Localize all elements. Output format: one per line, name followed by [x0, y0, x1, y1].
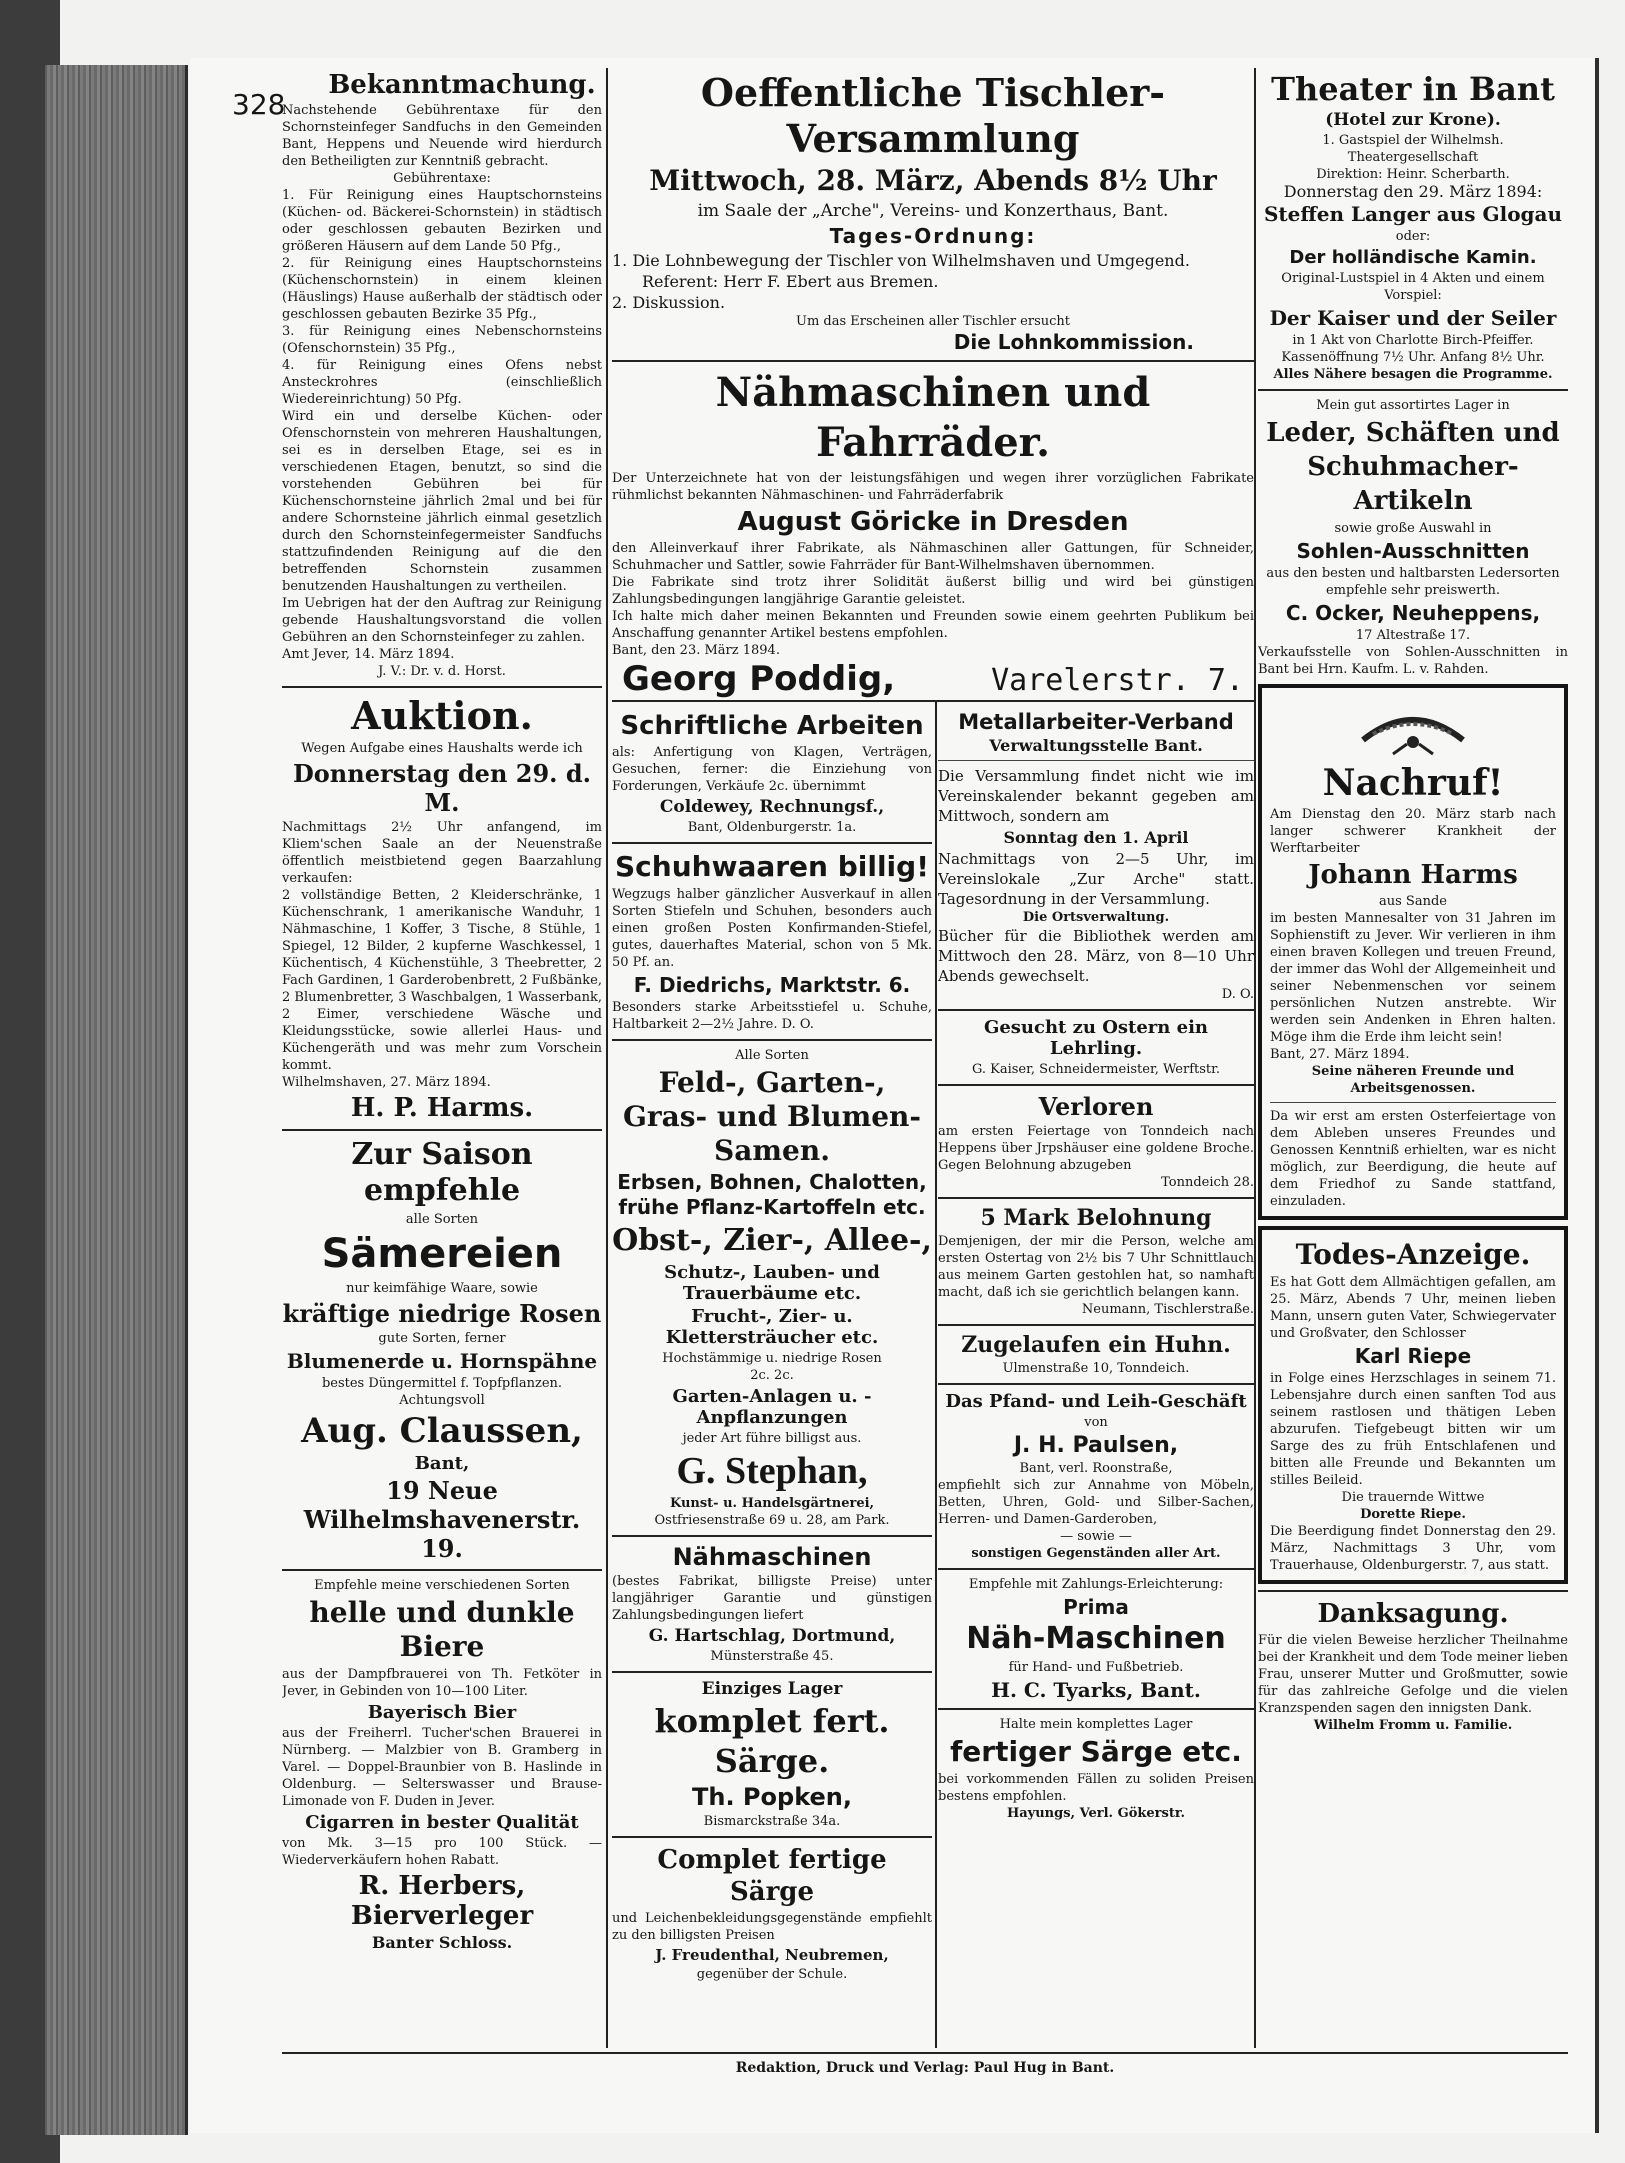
signature: Wilhelm Fromm u. Familie. [1313, 1718, 1513, 1733]
text: von [1084, 1415, 1108, 1430]
text: Alles Nähere besagen die Programme. [1273, 367, 1553, 382]
text: Kunst- u. Handelsgärtnerei, [669, 1496, 875, 1511]
play-title: Der holländische Kamin. [1289, 247, 1537, 268]
text: Mein gut assortirtes Lager in [1316, 398, 1510, 413]
signature: D. O. [1221, 987, 1254, 1002]
heading: Schriftliche Arbeiten [620, 711, 924, 741]
name: Th. Popken, [692, 1783, 852, 1811]
text: von Mk. 3—15 pro 100 Stück. — Wiederverkäufern hohen Rabatt. [282, 1836, 602, 1868]
address: Ostfriesenstraße 69 u. 28, am Park. [654, 1513, 890, 1528]
text: Die Versammlung findet nicht wie im Vereinskalender bekannt gegeben am Mittwoch, sondern am [938, 767, 1254, 825]
name: Johann Harms [1308, 860, 1518, 890]
text: oder: [1395, 229, 1431, 244]
text: Wegen Aufgabe eines Haushalts werde ich [301, 741, 583, 756]
heading: Bekanntmachung. [328, 70, 596, 100]
text: Ich halte mich daher meinen Bekannten und Freunden sowie einem geehrten Publikum bei Anschaffung genannter Artikel bestens empfohlen. [612, 609, 1254, 641]
divider [612, 700, 1254, 702]
heading: Nachruf! [1322, 762, 1504, 804]
name: H. C. Tyarks, Bant. [991, 1678, 1201, 1702]
ad-naeh2 [612, 1543, 932, 1665]
ad-nachruf [1258, 684, 1568, 1220]
heading: Feld-, Garten-, Gras- und Blumen-Samen. [622, 1066, 922, 1167]
text: Kassenöffnung 7½ Uhr. Anfang 8½ Uhr. [1281, 350, 1545, 365]
address: Tonndeich 28. [1161, 1175, 1254, 1190]
text: nur keimfähige Waare, sowie [346, 1281, 538, 1296]
subheading: (Hotel zur Krone). [1325, 110, 1501, 130]
subheading: Erbsen, Bohnen, Chalotten, frühe Pflanz-Kartoffeln etc. [617, 1170, 927, 1219]
name: R. Herbers, Bierverleger [350, 1871, 534, 1931]
column-rule [935, 700, 937, 2048]
text: sowie große Auswahl in [1334, 521, 1492, 536]
ad-saerge1 [612, 1679, 932, 1830]
ad-samen [612, 1047, 932, 1529]
name: F. Diedrichs, Marktstr. 6. [633, 973, 911, 997]
subheading: Sohlen-Ausschnitten [1296, 539, 1530, 563]
subheading: kräftige niedrige Rosen [282, 1299, 602, 1328]
heading: Leder, Schäften und Schuhmacher-Artikeln [1266, 418, 1560, 516]
name: G. Hartschlag, Dortmund, [648, 1626, 896, 1646]
ad-metall [938, 710, 1254, 1003]
heading: Nähmaschinen [672, 1543, 872, 1571]
address: Bant, Oldenburgerstr. 1a. [687, 820, 857, 835]
heading: Näh-Maschinen [966, 1621, 1226, 1656]
column-1 [282, 68, 602, 1954]
heading: Auktion. [351, 693, 533, 738]
address: Bismarckstraße 34a. [703, 1814, 841, 1829]
list-item: 3. für Reinigung eines Nebenschornsteins (Ofenschornstein) 35 Pfg., [282, 324, 602, 356]
ad-lehrling [938, 1017, 1254, 1078]
address: 19 Neue Wilhelmshavenerstr. 19. [303, 1476, 581, 1563]
text: Wird ein und derselbe Küchen- oder Ofenschornstein von mehreren Haushaltungen, sei es in derselben Etage, sei es in verschiedenen Etagen, benutzt, so sind die vorstehenden Gebühren bei für Küchenschornsteine jährlich 2mal und bei für andere Schornsteine jährlich einmal gesetzlich durch den Schornsteinfegermeister Sandfuchs stattzufindenden Reinigung auf die den betreffenden Schornstein zusammen benutzenden Haushaltungen zu vertheilen. [282, 409, 602, 594]
date: Donnerstag den 29. März 1894: [1283, 182, 1543, 201]
text: bestes Düngermittel f. Topfpflanzen. [321, 1376, 563, 1391]
text: in Folge eines Herzschlages in seinem 71. Lebensjahre durch einen sanften Tod aus seinem rastlosen und thätigen Leben abzurufen. Tiefgebeugt bitten wir um Sarge des zu früh Entschlafenen und bitten alle Freunde und Bekannten um stilles Beileid. [1270, 1371, 1556, 1488]
text: Nachmittags von 2—5 Uhr, im Vereinslokale „Zur Arche" statt. Tagesordnung in der Versammlung. [938, 850, 1254, 908]
text: Da wir erst am ersten Osterfeiertage von dem Ableben unseres Freundes und Genossen Kenntniß erhielten, war es nicht möglich, zur Beerdigung, die heute auf dem Friedhof zu Sande stattfand, einzuladen. [1270, 1109, 1556, 1209]
address: gegenüber der Schule. [696, 1967, 848, 1982]
text: Für die vielen Beweise herzlicher Theilnahme bei der Krankheit und dem Tode meiner lieben Frau, unserer Mutter und Großmutter, sowie für das zahlreiche Gefolge und die vielen Kranzspenden sagen den innigsten Dank. [1258, 1633, 1568, 1716]
text: Einziges Lager [701, 1679, 843, 1699]
heading: Todes-Anzeige. [1295, 1238, 1531, 1271]
text: und Leichenbekleidungsgegenstände empfiehlt zu den billigsten Preisen [612, 1911, 932, 1943]
heading: 5 Mark Belohnung [980, 1205, 1212, 1231]
heading: Das Pfand- und Leih-Geschäft [945, 1391, 1247, 1412]
place-date: Bant, 27. März 1894. [1270, 1047, 1410, 1062]
heading: Complet fertige Särge [657, 1845, 887, 1907]
ad-auktion [282, 694, 602, 1123]
signature: Dorette Riepe. [1360, 1507, 1466, 1522]
text: Achtungsvoll [399, 1393, 485, 1408]
text: Wegzugs halber gänzlicher Ausverkauf in allen Sorten Stiefeln und Schuhen, besonders auch einen großen Posten Konfirmanden-Stiefel, gutes, dauerhaftes Material, schon von 5 Mk. 50 Pf. an. [612, 887, 932, 970]
text: Es hat Gott dem Allmächtigen gefallen, am 25. März, Abends 7 Uhr, meinen lieben Mann, unsern guten Vater, Schwiegervater und Großvater, den Schlosser [1270, 1275, 1556, 1341]
column-4 [1258, 68, 1568, 1734]
date: Sonntag den 1. April [1003, 828, 1189, 847]
ad-belohnung [938, 1205, 1254, 1318]
signature: Seine näheren Freunde und Arbeitsgenossen. [1311, 1064, 1515, 1096]
text: gute Sorten, ferner [378, 1331, 506, 1346]
name: C. Ocker, Neuheppens, [1285, 601, 1541, 625]
heading: Oeffentliche Tischler-Versammlung [700, 70, 1166, 161]
text: Bücher für die Bibliothek werden am Mittwoch den 28. März, von 8—10 Uhr Abends gewechselt. [938, 927, 1254, 985]
text: 2 vollständige Betten, 2 Kleiderschränke, 1 Küchenschrank, 1 amerikanische Wanduhr, 1 Nähmaschine, 1 Koffer, 3 Tische, 8 Stühle, 1 Spiegel, 12 Bilder, 2 kupferne Waschkessel, 1 Küchentisch, 4 Küchenstühle, 3 Theebretter, 2 Fach Gardinen, 1 Garderobenbrett, 2 Fußbänke, 2 Blumenbretter, 3 Waschbalgen, 1 Wasserbank, 2 Eimer, verschiedene Wäsche und Kleidungsstücke, sowie allerlei Haus- und Küchengeräth und was mehr zum Vorschein kommt. [282, 888, 602, 1073]
text: Empfehle meine verschiedenen Sorten [314, 1578, 570, 1593]
text: Halte mein komplettes Lager [999, 1717, 1193, 1732]
signature: Neumann, Tischlerstraße. [1081, 1302, 1254, 1317]
place-date: Bant, den 23. März 1894. [612, 643, 780, 658]
text: 2c. 2c. [750, 1368, 794, 1383]
ad-leder [1258, 397, 1568, 678]
text: — sowie — [1060, 1529, 1132, 1544]
ad-tischler [612, 70, 1254, 354]
place-date: Wilhelmshaven, 27. März 1894. [282, 1075, 491, 1090]
text: empfiehlt sich zur Annahme von Möbeln, Betten, Uhren, Gold- und Silber-Sachen, Herren- und Damen-Garderoben, [938, 1478, 1254, 1527]
name: J. H. Paulsen, [1013, 1433, 1179, 1458]
text: Demjenigen, der mir die Person, welche am ersten Ostertag von 2½ bis 7 Uhr Schnittlauch aus meinem Garten gestohlen hat, so namhaft macht, daß ich sie gerichtlich belangen kann. [938, 1234, 1254, 1300]
heading: Zur Saison empfehle [351, 1137, 533, 1208]
text: aus den besten und haltbarsten Ledersorten empfehle sehr preiswerth. [1266, 566, 1560, 598]
text: Garten-Anlagen u. -Anpflanzungen [672, 1386, 872, 1428]
book-binding [45, 65, 188, 2135]
play-title: Steffen Langer aus Glogau [1263, 202, 1563, 226]
address: Bant, verl. Roonstraße, [1019, 1461, 1173, 1476]
ad-naehmaschinen [612, 368, 1254, 699]
text: Empfehle mit Zahlungs-Erleichterung: [968, 1577, 1224, 1592]
text: Am Dienstag den 20. März starb nach langer schwerer Krankheit der Werftarbeiter [1270, 807, 1556, 856]
name: Karl Riepe [1354, 1344, 1472, 1368]
text: bei vorkommenden Fällen zu soliden Preisen bestens empfohlen. [938, 1772, 1254, 1804]
column-2-top [612, 68, 1254, 708]
text: Die Fabrikate sind trotz ihrer Solidität äußerst billig und wird bei günstigen Zahlungsbedingungen langjährige Garantie geleistet. [612, 575, 1254, 607]
subheading: Gebührentaxe: [393, 171, 491, 186]
firm: August Göricke in Dresden [737, 507, 1129, 537]
ad-schuhwaaren [612, 850, 932, 1033]
text: Direktion: Heinr. Scherbarth. [1316, 167, 1510, 182]
text: in 1 Akt von Charlotte Birch-Pfeiffer. [1292, 333, 1534, 348]
signature: J. V.: Dr. v. d. Horst. [378, 664, 506, 679]
list-item: 4. für Reinigung eines Ofens nebst Ansteckrohres (einschließlich Wiedereinrichtung) 50 Pfg. [282, 358, 602, 407]
ad-theater [1258, 70, 1568, 383]
heading: fertiger Särge etc. [950, 1735, 1242, 1768]
heading-big: Obst-, Zier-, Allee-, [612, 1223, 932, 1258]
list-item: 1. Die Lohnbewegung der Tischler von Wilhelmshaven und Umgegend. [612, 251, 1190, 270]
text: Frucht-, Zier- u. Klettersträucher etc. [665, 1306, 879, 1348]
signature: G. Kaiser, Schneidermeister, Werftstr. [971, 1062, 1221, 1077]
address: Varelerstr. 7. [991, 663, 1244, 698]
heading: Schuhwaaren billig! [615, 850, 929, 883]
text: als: Anfertigung von Klagen, Verträgen, Gesuchen, ferner: die Einziehung von Forderungen, Verkäufe 2c. übernimmt [612, 745, 932, 794]
address: 17 Altestraße 17. [1355, 628, 1471, 643]
list-item: 1. Für Reinigung eines Hauptschornsteins (Küchen- od. Bäckerei-Schornstein) in städtisch oder geschlossen gebauten Bezirken und größeren Häusern auf dem Lande 50 Pfg., [282, 188, 602, 254]
signature: Die Ortsverwaltung. [1022, 910, 1170, 925]
heading: Metallarbeiter-Verband [958, 710, 1234, 734]
list-item: Referent: Herr F. Ebert aus Bremen. [642, 272, 939, 291]
ad-biere [282, 1577, 602, 1952]
signature: Hayungs, Verl. Gökerstr. [1006, 1806, 1186, 1821]
signature: Die trauernde Wittwe [1341, 1490, 1485, 1505]
heading: Theater in Bant [1271, 70, 1555, 108]
text: alle Sorten [405, 1212, 479, 1227]
heading: Verloren [1038, 1092, 1154, 1121]
subheading: Prima [1063, 1595, 1129, 1619]
heading: Nähmaschinen und Fahrräder. [715, 369, 1151, 466]
ad-todes [1258, 1226, 1568, 1584]
place-date: Amt Jever, 14. März 1894. [282, 647, 455, 662]
heading: helle und dunkle Biere [309, 1596, 575, 1663]
ad-saison [282, 1137, 602, 1563]
text: Verkaufsstelle von Sohlen-Ausschnitten in Bant bei Hrn. Kaufm. L. v. Rahden. [1258, 645, 1568, 677]
text: aus der Freiherrl. Tucher'schen Brauerei in Nürnberg. — Malzbier von B. Gramberg in Varel. — Doppel-Braunbier von B. Haslinde in Oldenburg. — Selterswasser und Brause-Limonade von F. Duden in Jever. [282, 1726, 602, 1809]
heading: komplet fert. Särge. [654, 1702, 890, 1780]
subheading: Cigarren in bester Qualität [305, 1812, 579, 1833]
text: sonstigen Gegenständen aller Art. [971, 1546, 1221, 1561]
text: Im Uebrigen hat der den Auftrag zur Reinigung gebende Haushaltungsvorstand die vollen Gebühren an den Schornsteinfeger zu zahlen. [282, 596, 602, 645]
text: im Saale der „Arche", Vereins- und Konzerthaus, Bant. [697, 201, 1169, 221]
address: Münsterstraße 45. [710, 1649, 834, 1664]
name: Aug. Claussen, [301, 1411, 583, 1451]
text: im besten Mannesalter von 31 Jahren im Sophienstift zu Jever. Wir verlieren in ihm einen braven Kollegen und treuen Freund, der immer das Wohl der Allgemeinheit und seiner Nebenmenschen vor seinem persönlichen Nutzen anstrebte. Wir werden sein Andenken in Ehren halten. Möge ihm die Erde ihm leicht sein! [1270, 911, 1556, 1045]
name: Georg Poddig, [622, 659, 896, 699]
town: Bant, [414, 1453, 470, 1474]
text: Nachstehende Gebührentaxe für den Schornsteinfeger Sandfuchs in den Gemeinden Bant, Heppens und Neuende wird hierdurch den Betheiligten zur Kenntniß gebracht. [282, 103, 602, 169]
heading: Gesucht zu Ostern ein Lehrling. [983, 1017, 1209, 1059]
name: G. Stephan, [676, 1450, 868, 1492]
page-number: 328 [232, 88, 286, 121]
signature: H. P. Harms. [350, 1093, 534, 1123]
text: 1. Gastspiel der Wilhelmsh. Theatergesellschaft [1322, 133, 1504, 165]
column-2-right [938, 708, 1254, 1822]
text: (bestes Fabrikat, billigste Preise) unter langjähriger Garantie und günstigen Zahlungsbedingungen liefert [612, 1574, 932, 1623]
wreath-icon [1353, 700, 1473, 756]
place: Banter Schloss. [371, 1933, 513, 1952]
ad-naeh3 [938, 1576, 1254, 1702]
text: Der Unterzeichnete hat von der leistungsfähigen und wegen ihrer vorzüglichen Fabrikate rühmlichst bekannten Nähmaschinen- und Fahrräderfabrik [612, 471, 1254, 503]
name: J. Freudenthal, Neubremen, [655, 1946, 889, 1964]
text: Schutz-, Lauben- und Trauerbäume etc. [664, 1262, 880, 1304]
name: Coldewey, Rechnungsf., [659, 797, 885, 817]
ad-bekanntmachung [282, 70, 602, 680]
column-rule [1254, 68, 1256, 2048]
name-line [612, 659, 1254, 699]
text: jeder Art führe billigst aus. [682, 1431, 862, 1446]
subheading: Tages-Ordnung: [829, 224, 1037, 248]
text: Besonders starke Arbeitsstiefel u. Schuhe, Haltbarkeit 2—2½ Jahre. D. O. [612, 1000, 932, 1032]
heading: Zugelaufen ein Huhn. [961, 1332, 1231, 1358]
imprint-footer: Redaktion, Druck und Verlag: Paul Hug in Bant. [282, 2052, 1568, 2076]
ad-saerge3 [938, 1716, 1254, 1822]
text: aus der Dampfbrauerei von Th. Fetköter in Jever, in Gebinden von 10—100 Liter. [282, 1667, 602, 1699]
text: Alle Sorten [735, 1048, 809, 1063]
signature: Die Lohnkommission. [953, 330, 1194, 354]
text: für Hand- und Fußbetrieb. [1008, 1660, 1184, 1675]
ad-saerge2 [612, 1844, 932, 1983]
ad-huhn [938, 1332, 1254, 1377]
date: Mittwoch, 28. März, Abends 8½ Uhr [649, 164, 1217, 197]
ad-dank [1258, 1598, 1568, 1734]
text: Nachmittags 2½ Uhr anfangend, im Kliem'schen Saale an der Neuenstraße öffentlich meistbietend gegen Baarzahlung verkaufen: [282, 820, 602, 886]
heading: Danksagung. [1317, 1599, 1509, 1629]
text: Die Beerdigung findet Donnerstag den 29. März, Nachmittags 3 Uhr, vom Trauerhause, Oldenburgerstr. 7, aus statt. [1270, 1524, 1556, 1573]
text: Original-Lustspiel in 4 Akten und einem Vorspiel: [1281, 271, 1545, 303]
address: Ulmenstraße 10, Tonndeich. [1002, 1361, 1190, 1376]
subheading: Verwaltungsstelle Bant. [989, 736, 1203, 755]
ad-verloren [938, 1092, 1254, 1191]
subheading: Blumenerde u. Hornspähne [286, 1349, 598, 1373]
text: aus Sande [1379, 894, 1447, 909]
column-2-left [612, 708, 932, 1983]
play-title: Der Kaiser und der Seiler [1269, 306, 1557, 330]
list-item: 2. Diskussion. [612, 293, 726, 312]
column-rule [606, 68, 608, 2048]
text: Um das Erscheinen aller Tischler ersucht [795, 314, 1071, 329]
text: am ersten Feiertage von Tonndeich nach Heppens über Jrpshäuser eine goldene Broche. Gegen Belohnung abzugeben [938, 1124, 1254, 1173]
ad-schriftliche [612, 710, 932, 836]
date: Donnerstag den 29. d. M. [292, 759, 592, 817]
text: Hochstämmige u. niedrige Rosen [662, 1351, 882, 1366]
text: den Alleinverkauf ihrer Fabrikate, als Nähmaschinen aller Gattungen, für Schneider, Schuhmacher und Sattler, sowie Fahrräder für Bant-Wilhelmshaven übernommen. [612, 541, 1254, 573]
heading-big: Sämereien [321, 1231, 563, 1277]
subheading: Bayerisch Bier [367, 1702, 517, 1723]
list-item: 2. für Reinigung eines Hauptschornsteins (Küchenschornstein) in einem kleinen (Häuslings) Hause außerhalb der städtisch oder geschlossen gebauten Bezirke 35 Pfg., [282, 256, 602, 322]
ad-pfand [938, 1391, 1254, 1562]
